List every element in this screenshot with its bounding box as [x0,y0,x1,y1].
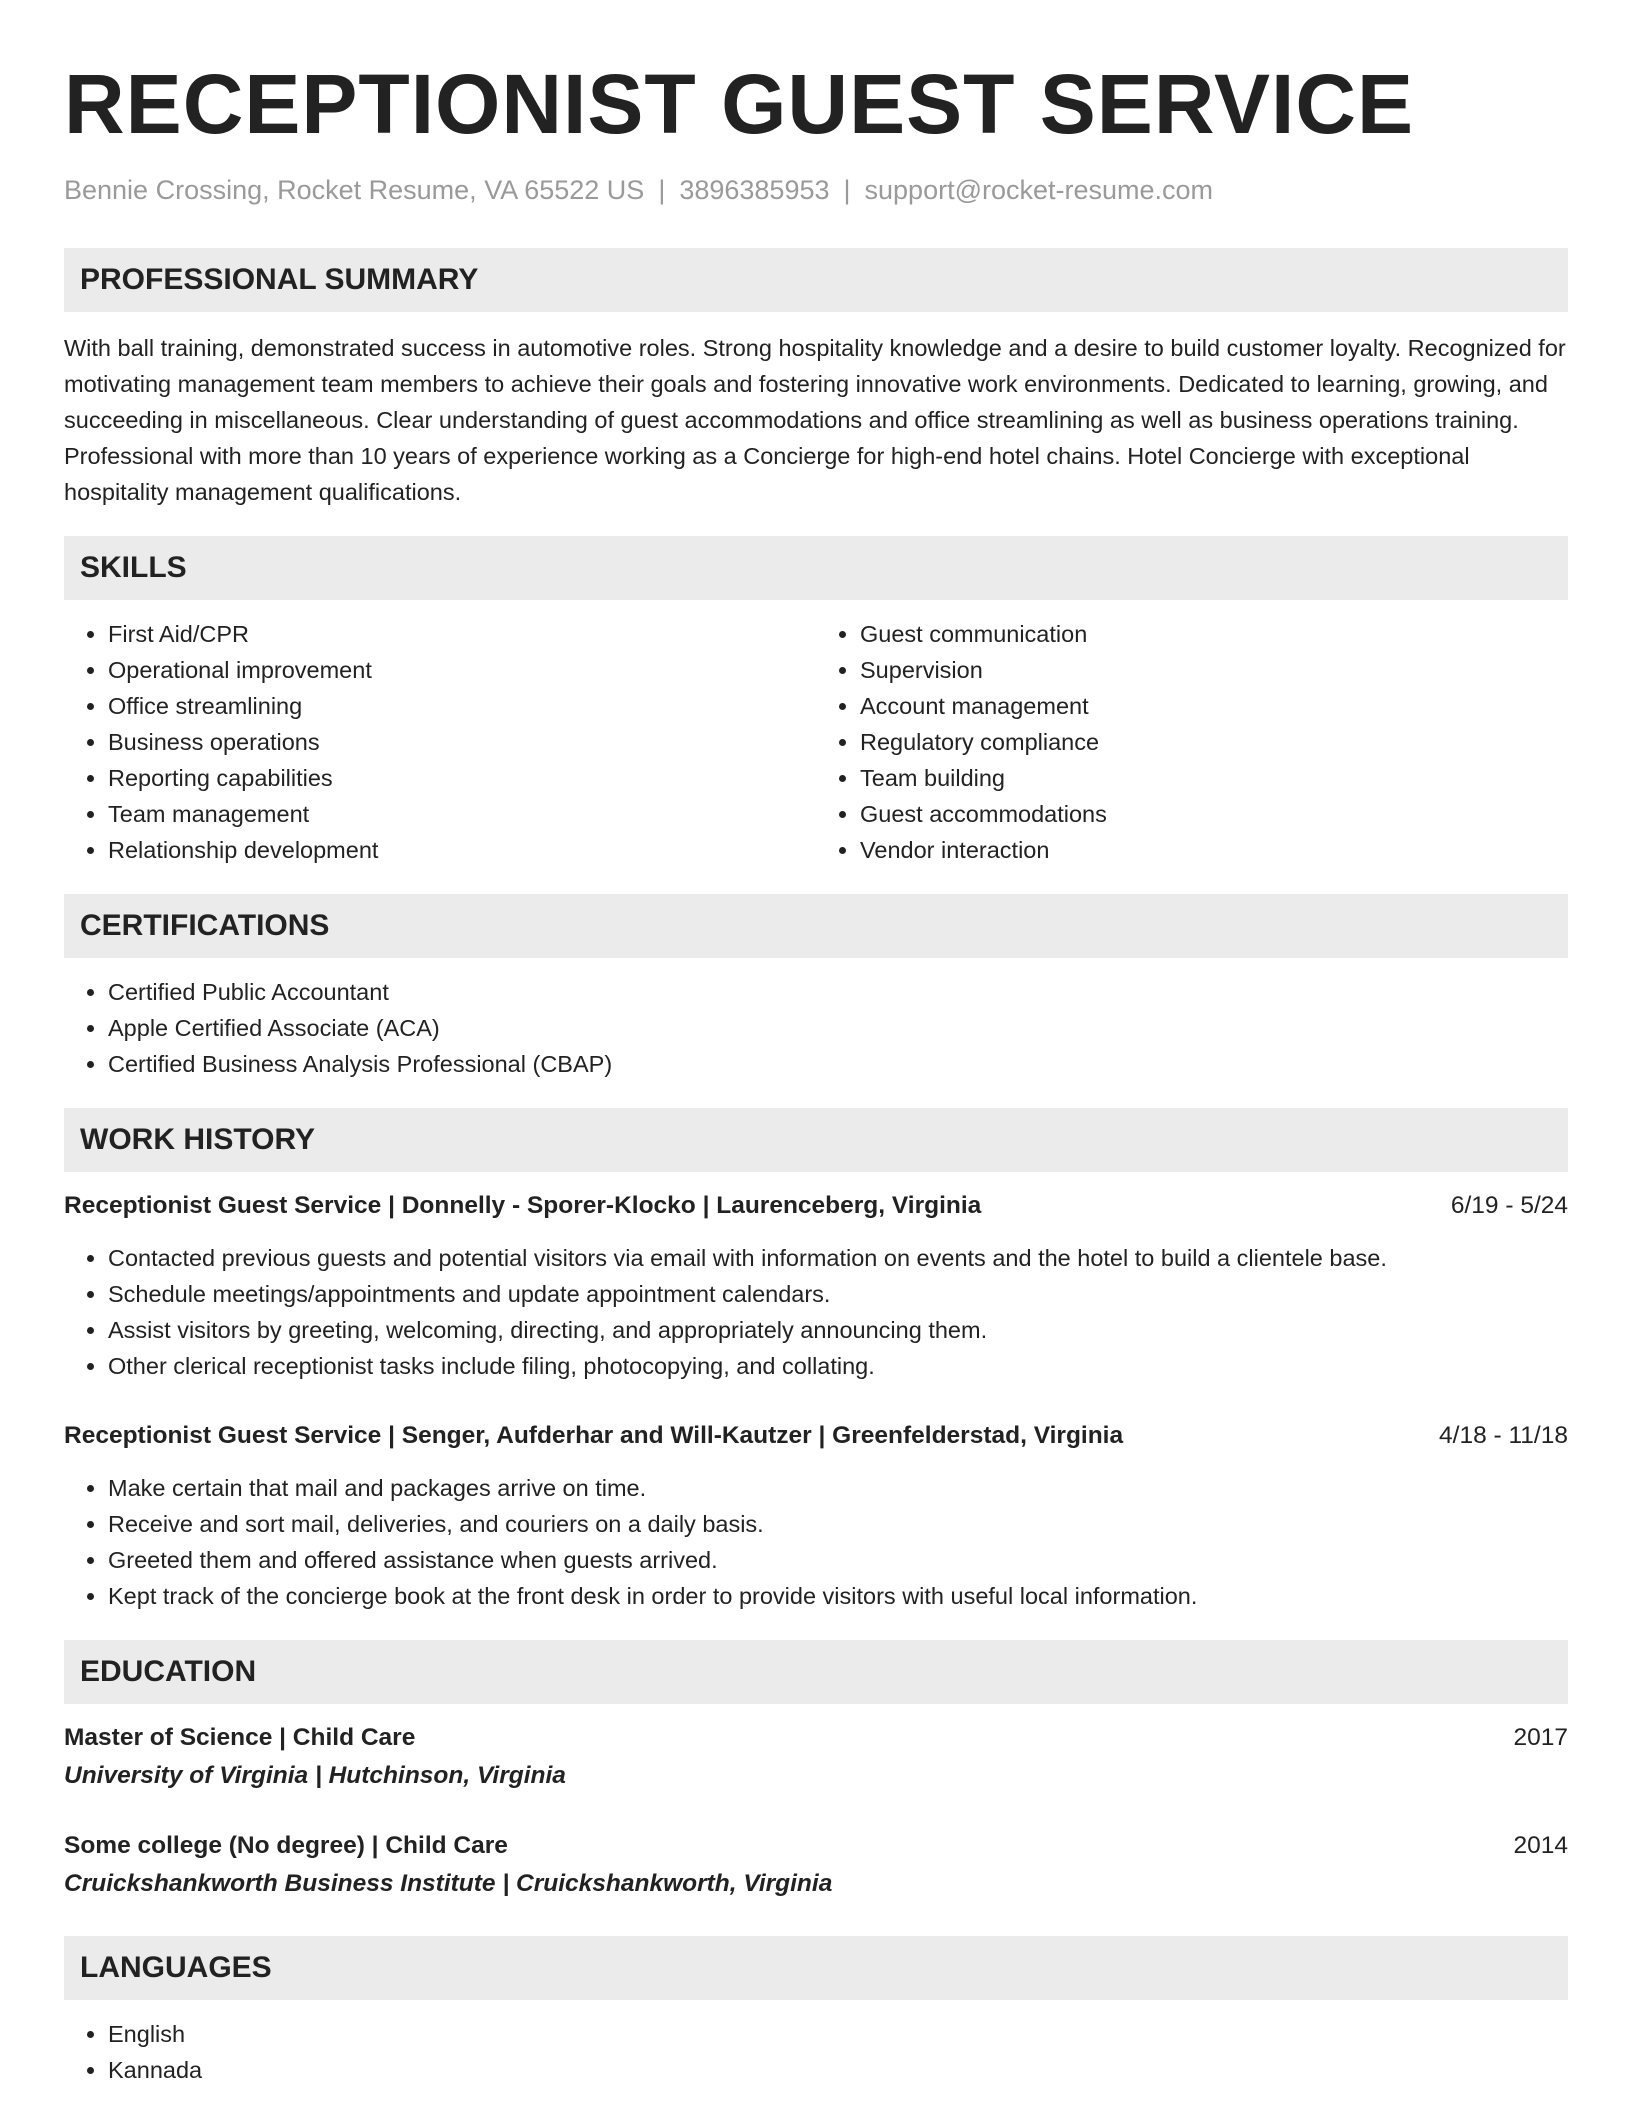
education-school: Cruickshankworth Business Institute | Cruickshankworth, Virginia [64,1870,833,1897]
skill-item: • Guest communication [860,616,1568,652]
job-bullet: • Make certain that mail and packages arrive on time. [108,1470,1568,1506]
job-bullet: • Contacted previous guests and potential visitors via email with information on events and the hotel to build a clientele base. [108,1240,1568,1276]
section-heading-languages: LANGUAGES [64,1936,1568,2000]
job-bullet: • Schedule meetings/appointments and update appointment calendars. [108,1276,1568,1312]
job-bullets [64,1240,1568,1384]
certification-item: • Certified Public Accountant [108,974,1568,1010]
skill-item: • Regulatory compliance [860,724,1568,760]
resume-name: RECEPTIONIST GUEST SERVICE [64,57,1415,151]
skill-item: • Relationship development [108,832,816,868]
certification-item: • Apple Certified Associate (ACA) [108,1010,1568,1046]
skills-list-left [64,616,816,868]
section-heading-summary: PROFESSIONAL SUMMARY [64,248,1568,312]
skill-item: • Guest accommodations [860,796,1568,832]
contact-email: support@rocket-resume.com [864,175,1214,205]
job-entry [64,1418,1568,1614]
certification-item: • Certified Business Analysis Professional (CBAP) [108,1046,1568,1082]
language-item: • Kannada [108,2052,1568,2088]
education-header [64,1720,1568,1756]
skill-item: • First Aid/CPR [108,616,816,652]
job-bullet: • Greeted them and offered assistance when guests arrived. [108,1542,1568,1578]
job-header [64,1188,1568,1224]
job-bullet: • Kept track of the concierge book at the front desk in order to provide visitors with useful local information. [108,1578,1568,1614]
skills-list-right [816,616,1568,868]
skill-item: • Vendor interaction [860,832,1568,868]
skill-item: • Account management [860,688,1568,724]
job-header [64,1418,1568,1454]
education-entry [64,1720,1568,1794]
certifications-list [64,974,1568,1082]
education-year: 2017 [1513,1724,1568,1751]
job-bullet: • Other clerical receptionist tasks include filing, photocopying, and collating. [108,1348,1568,1384]
contact-address: Bennie Crossing, Rocket Resume, VA 65522 US [64,175,645,205]
skills-grid [64,616,1568,868]
contact-phone: 3896385953 [679,175,830,205]
contact-separator: | [843,175,851,205]
contact-separator: | [658,175,666,205]
skill-item: • Supervision [860,652,1568,688]
skill-item: • Business operations [108,724,816,760]
job-bullets [64,1470,1568,1614]
education-entry [64,1828,1568,1902]
skill-item: • Team building [860,760,1568,796]
skill-item: • Reporting capabilities [108,760,816,796]
contact-line [64,172,1568,208]
education-year: 2014 [1513,1832,1568,1859]
education-degree: Master of Science | Child Care [64,1724,416,1751]
job-title: Receptionist Guest Service | Donnelly - Sporer-Klocko | Laurenceberg, Virginia [64,1192,982,1219]
skill-item: • Team management [108,796,816,832]
skill-item: • Office streamlining [108,688,816,724]
summary-text: With ball training, demonstrated success in automotive roles. Strong hospitality knowledge and a desire to build customer loyalty. Recognized for motivating management team members to achieve their goals and fostering innovative work environments. Dedicated to learning, growing, and succeeding in miscellaneous. Clear understanding of guest accommodations and office streamlining as well as business operations training. Professional with more than 10 years of experience working as a Concierge for high-end hotel chains. Hotel Concierge with exceptional hospitality management qualifications. [64,335,1566,505]
education-header [64,1828,1568,1864]
job-bullet: • Receive and sort mail, deliveries, and couriers on a daily basis. [108,1506,1568,1542]
education-degree: Some college (No degree) | Child Care [64,1832,508,1859]
section-heading-education: EDUCATION [64,1640,1568,1704]
section-heading-skills: SKILLS [64,536,1568,600]
education-school: University of Virginia | Hutchinson, Virginia [64,1762,566,1789]
languages-list [64,2016,1568,2088]
job-bullet: • Assist visitors by greeting, welcoming, directing, and appropriately announcing them. [108,1312,1568,1348]
job-dates: 6/19 - 5/24 [1450,1192,1568,1219]
section-heading-work-history: WORK HISTORY [64,1108,1568,1172]
section-heading-certifications: CERTIFICATIONS [64,894,1568,958]
job-dates: 4/18 - 11/18 [1439,1422,1568,1449]
language-item: • English [108,2016,1568,2052]
job-entry [64,1188,1568,1384]
skill-item: • Operational improvement [108,652,816,688]
job-title: Receptionist Guest Service | Senger, Aufderhar and Will-Kautzer | Greenfelderstad, Virginia [64,1422,1124,1449]
